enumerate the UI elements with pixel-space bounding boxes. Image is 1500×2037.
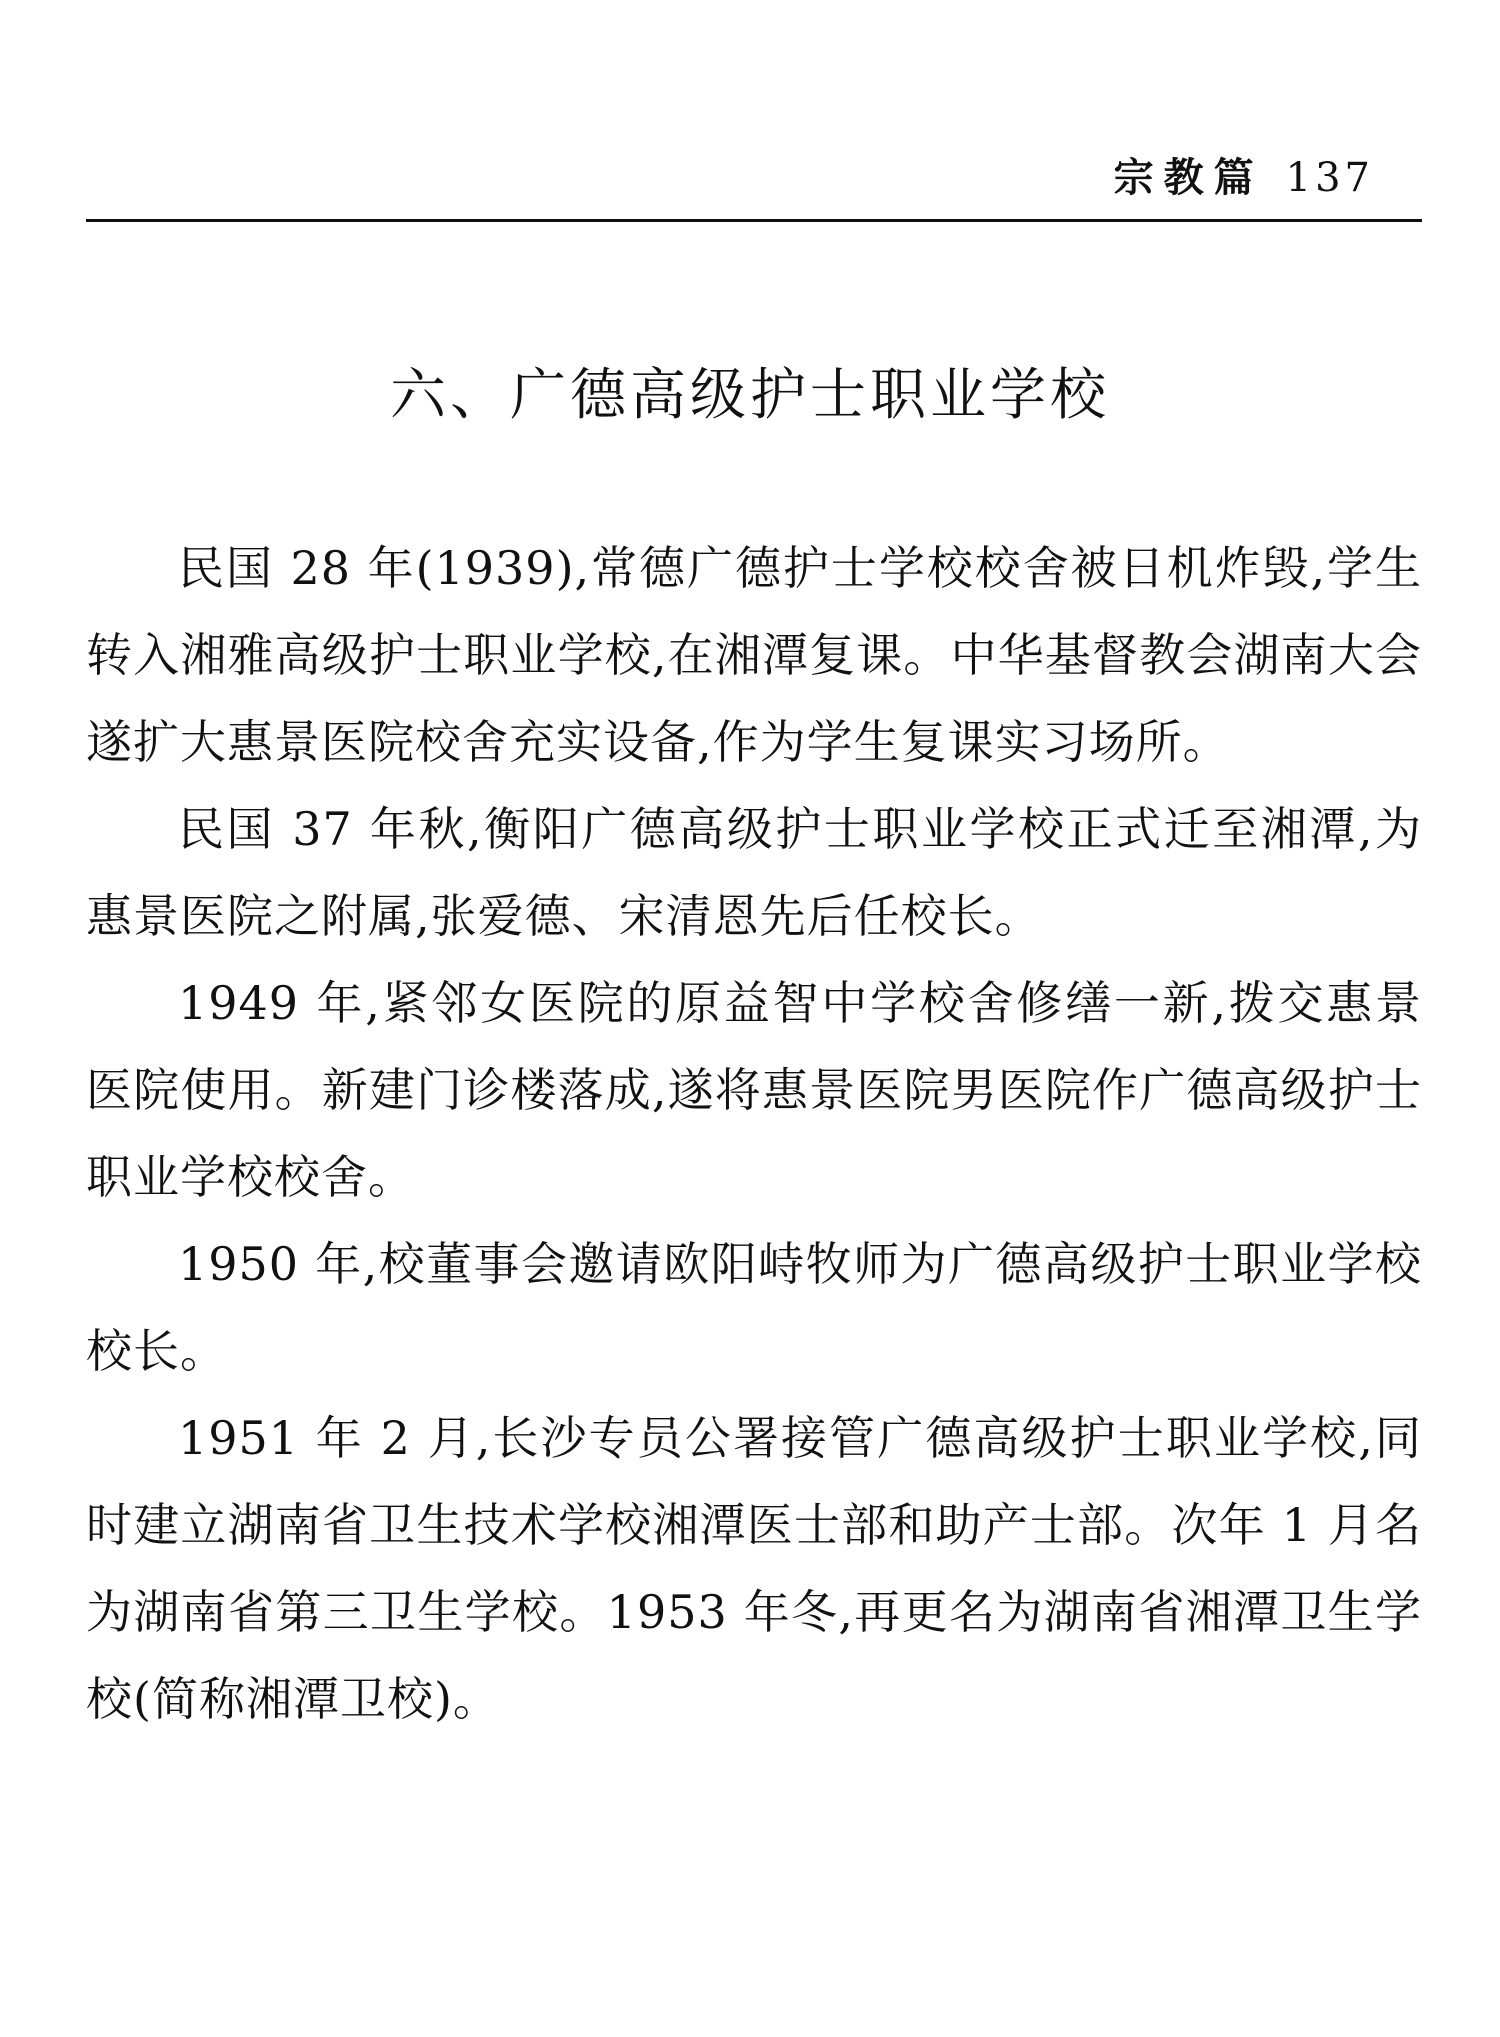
running-head (1114, 150, 1374, 206)
body-text (86, 525, 1422, 1743)
paragraph: 1949 年,紧邻女医院的原益智中学校舍修缮一新,拨交惠景医院使用。新建门诊楼落成,遂将惠景医院男医院作广德高级护士职业学校校舍。 (86, 976, 1422, 1204)
paragraph: 1951 年 2 月,长沙专员公署接管广德高级护士职业学校,同时建立湖南省卫生技术学校湘潭医士部和助产士部。次年 1 月名为湖南省第三卫生学校。1953 年冬,再更名为湖南省湘潭卫生学校(简称湘潭卫校)。 (86, 1411, 1422, 1726)
running-head-section: 宗教篇 (1113, 154, 1264, 201)
paragraph: 民国 28 年(1939),常德广德护士学校校舍被日机炸毁,学生转入湘雅高级护士职业学校,在湘潭复课。中华基督教会湖南大会遂扩大惠景医院校舍充实设备,作为学生复课实习场所。 (86, 541, 1422, 769)
header-rule (86, 219, 1422, 222)
chapter-title: 六、广德高级护士职业学校 (390, 363, 1110, 428)
page-number: 137 (1285, 155, 1374, 201)
paragraph: 1950 年,校董事会邀请欧阳峙牧师为广德高级护士职业学校校长。 (86, 1237, 1422, 1378)
paragraph: 民国 37 年秋,衡阳广德高级护士职业学校正式迁至湘潭,为惠景医院之附属,张爱德、宋清恩先后任校长。 (86, 802, 1422, 943)
